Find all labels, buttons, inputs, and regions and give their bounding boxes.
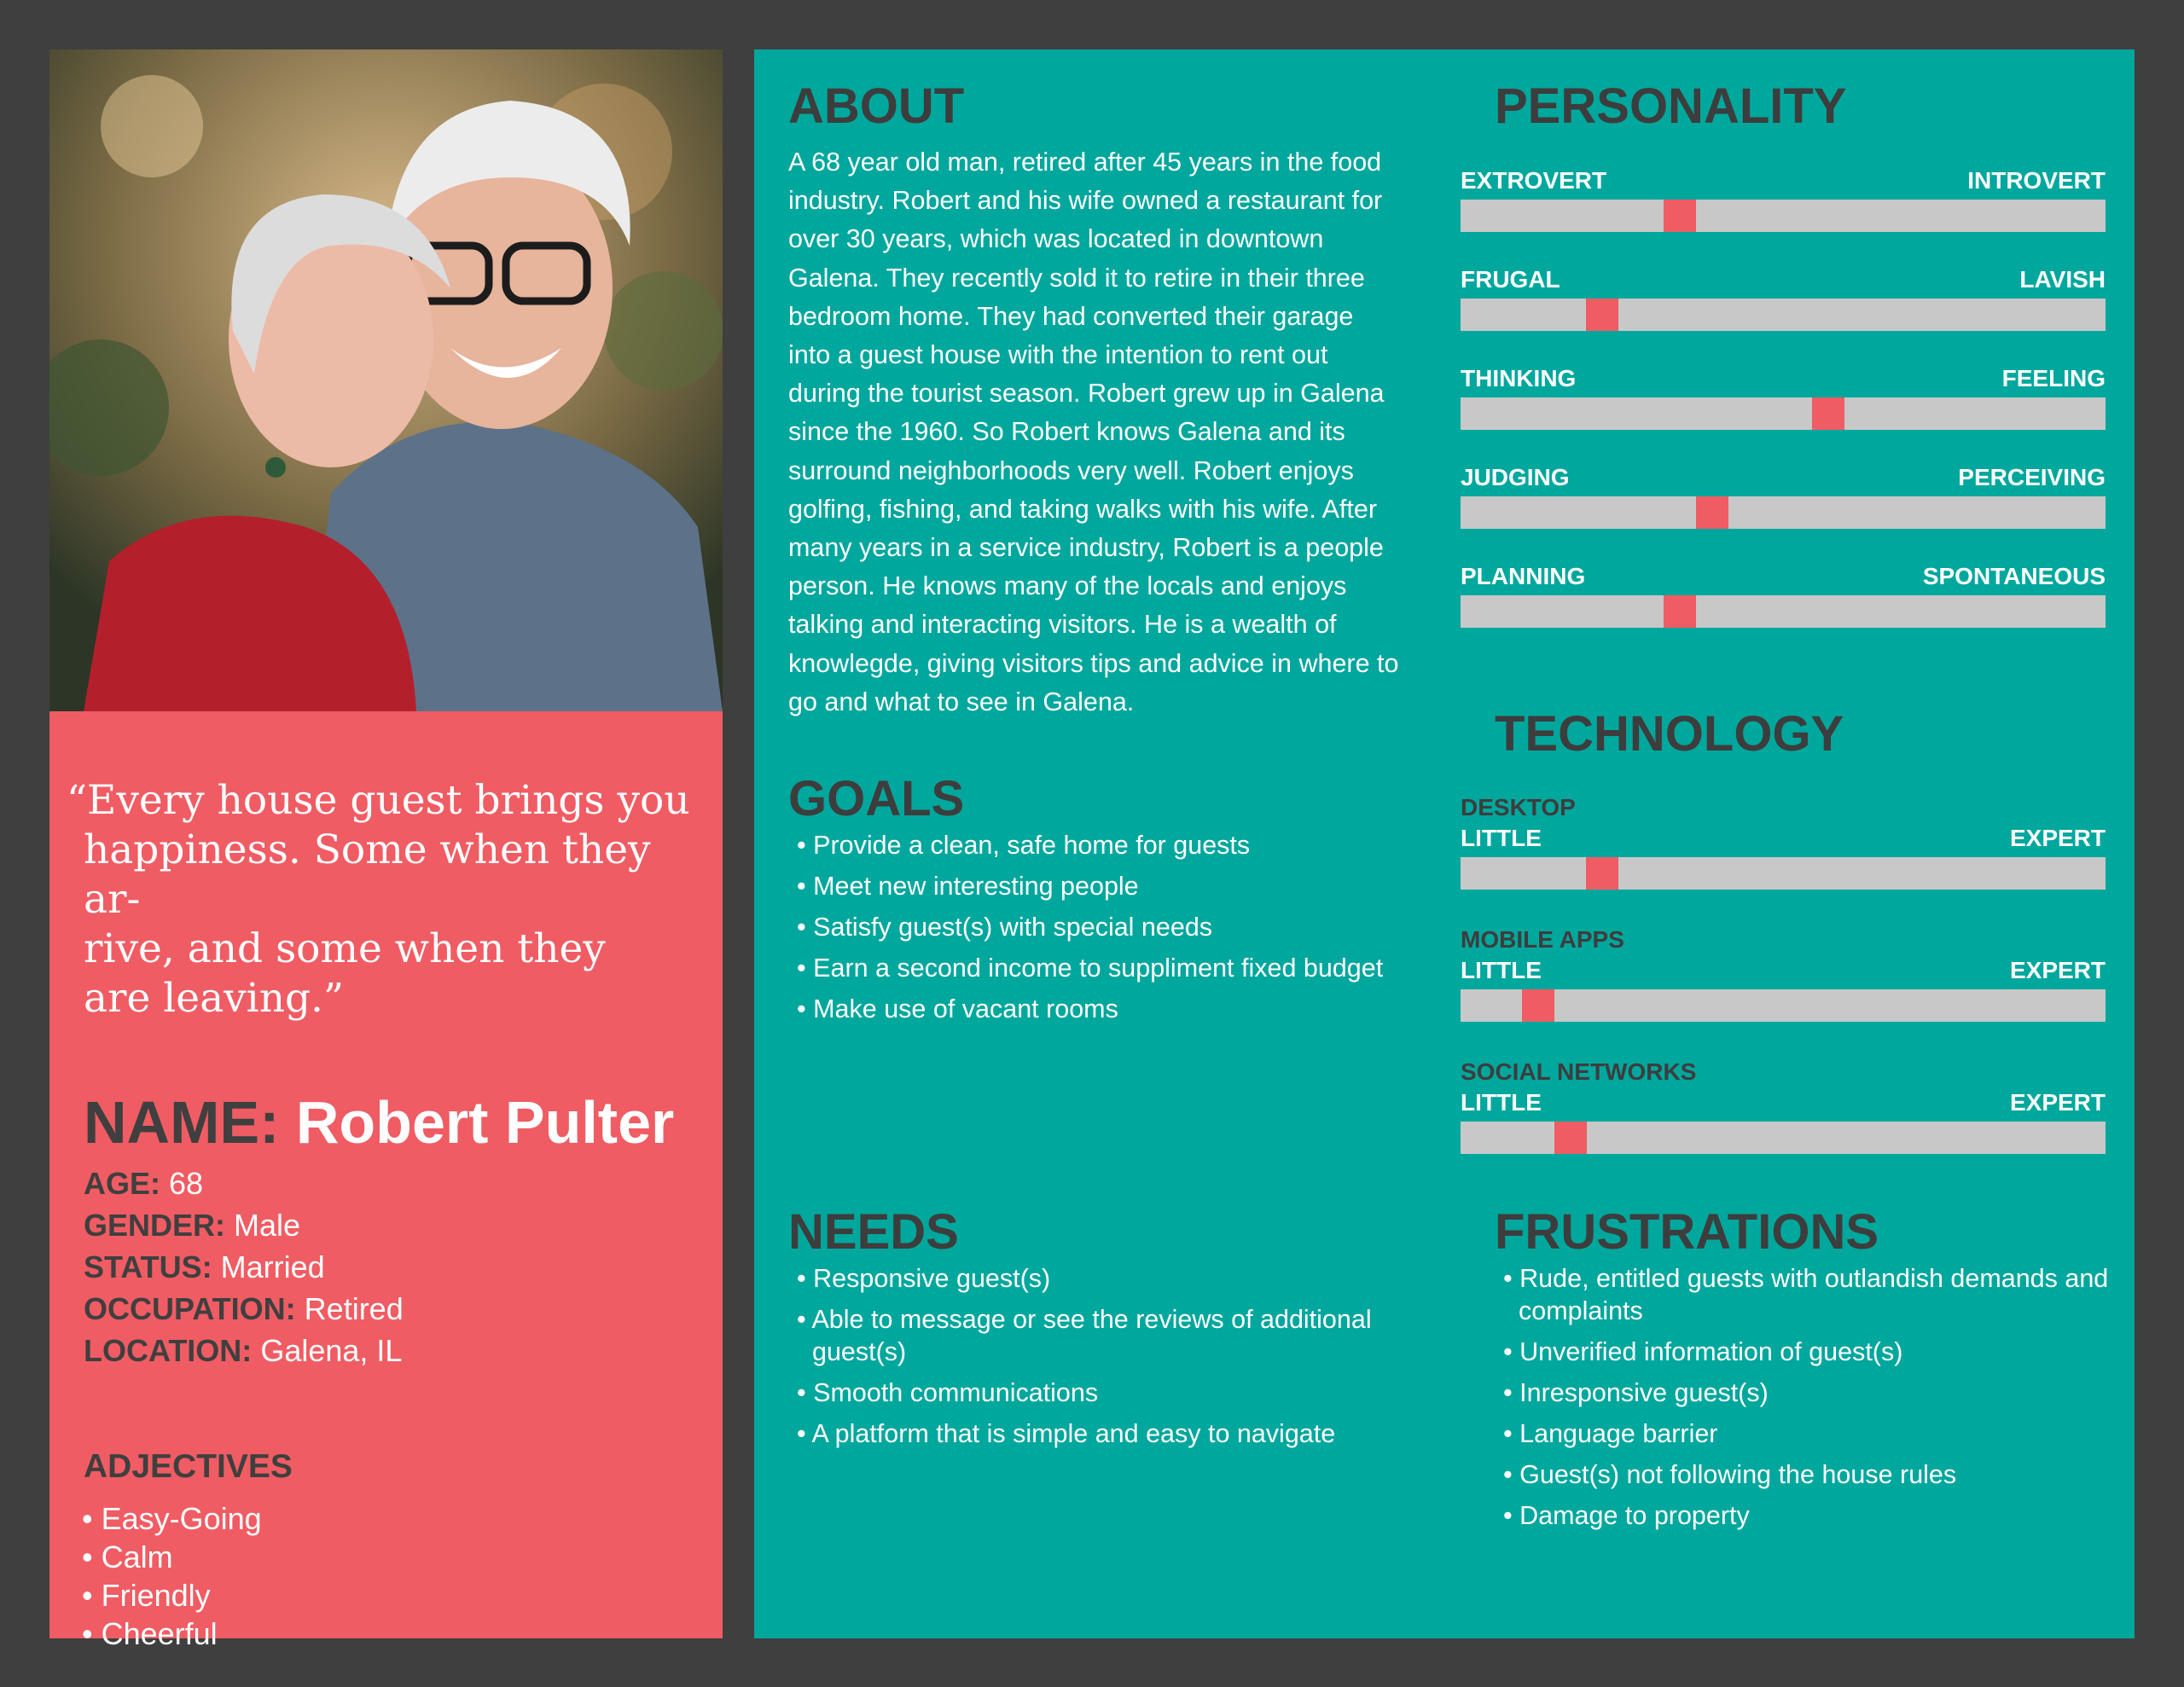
personality-scale-planning [1461, 559, 2106, 628]
quote-line: “Every house guest brings you [67, 777, 690, 824]
detail-value: Galena, IL [260, 1333, 403, 1368]
scale-right-label: EXPERT [2009, 825, 2106, 851]
scale-right-label: LAVISH [2019, 266, 2106, 293]
detail-status [84, 1246, 404, 1288]
detail-gender [84, 1204, 404, 1246]
list-item: • A platform that is simple and easy to navigate [797, 1419, 1336, 1448]
scale-track [1461, 397, 2106, 430]
persona-details [84, 1162, 404, 1371]
list-item: • Meet new interesting people [797, 872, 1139, 901]
quote-line: happiness. Some when they ar- [84, 826, 651, 923]
scale-marker [1664, 200, 1696, 232]
name-value: Robert Pulter [295, 1089, 675, 1156]
list-item: • Inresponsive guest(s) [1503, 1378, 1769, 1407]
scale-left-label: LITTLE [1461, 957, 1542, 983]
scale-track [1461, 200, 2106, 232]
quote-line: rive, and some when they [84, 925, 606, 972]
list-item: • Easy-Going [82, 1501, 262, 1536]
list-item: • Satisfy guest(s) with special needs [797, 913, 1213, 942]
scale-track [1461, 496, 2106, 529]
scale-right-label: SPONTANEOUS [1922, 563, 2106, 589]
list-item: • Damage to property [1503, 1501, 1750, 1530]
scale-track [1461, 595, 2106, 628]
scale-left-label: THINKING [1461, 365, 1577, 391]
needs-list [788, 1262, 1403, 1458]
technology-scale-mobile-apps [1461, 926, 2106, 1022]
goals-heading: GOALS [788, 771, 965, 826]
technology-scale-social-networks [1461, 1058, 2106, 1154]
detail-value: Married [220, 1249, 325, 1284]
scale-category: MOBILE APPS [1461, 926, 1624, 953]
detail-value: Retired [304, 1291, 404, 1326]
scale-category: SOCIAL NETWORKS [1461, 1058, 1697, 1085]
list-item: • Earn a second income to suppliment fixed budget [797, 954, 1384, 983]
scale-marker [1664, 595, 1696, 628]
needs-heading: NEEDS [788, 1204, 959, 1260]
persona-photo-illustration [49, 49, 723, 711]
scale-category: DESKTOP [1461, 794, 1576, 820]
technology-heading: TECHNOLOGY [1495, 706, 1844, 762]
scale-marker [1812, 397, 1844, 430]
personality-scale-judging [1461, 461, 2106, 529]
list-item: • Cheerful [82, 1616, 218, 1651]
list-item: • Able to message or see the reviews of additional guest(s) [797, 1305, 1372, 1366]
list-item: • Friendly [82, 1578, 211, 1613]
goals-list [788, 829, 1420, 1034]
adjectives-list [82, 1499, 262, 1653]
detail-occupation [84, 1288, 404, 1330]
scale-track [1461, 989, 2106, 1022]
name-label: NAME: [84, 1089, 280, 1156]
detail-value: Male [234, 1208, 301, 1243]
list-item: • Smooth communications [797, 1378, 1099, 1407]
frustrations-heading: FRUSTRATIONS [1495, 1204, 1879, 1260]
detail-label: GENDER: [84, 1208, 226, 1243]
personality-heading: PERSONALITY [1495, 78, 1847, 134]
scale-left-label: EXTROVERT [1461, 167, 1607, 194]
detail-label: OCCUPATION: [84, 1291, 296, 1326]
adjectives-heading: ADJECTIVES [84, 1448, 293, 1485]
profile-card [49, 49, 723, 1651]
scale-left-label: JUDGING [1461, 464, 1570, 490]
details-panel [754, 49, 2135, 1638]
quote-line: are leaving.” [84, 975, 345, 1022]
scale-left-label: PLANNING [1461, 563, 1586, 589]
scale-marker [1586, 857, 1618, 890]
personality-scale-thinking [1461, 362, 2106, 430]
list-item: • Calm [82, 1539, 173, 1574]
scale-track [1461, 1122, 2106, 1154]
scale-marker [1522, 989, 1554, 1022]
persona-name [84, 1088, 674, 1157]
scale-left-label: FRUGAL [1461, 266, 1560, 293]
list-item: • Provide a clean, safe home for guests [797, 831, 1251, 860]
detail-label: STATUS: [84, 1249, 212, 1284]
frustrations-list [1495, 1262, 2126, 1540]
scale-right-label: INTROVERT [1967, 167, 2106, 194]
about-heading: ABOUT [788, 78, 965, 134]
list-item: • Unverified information of guest(s) [1503, 1337, 1903, 1366]
scale-right-label: PERCEIVING [1958, 464, 2106, 490]
scale-right-label: FEELING [2001, 365, 2106, 391]
scale-track [1461, 857, 2106, 890]
list-item: • Rude, entitled guests with outlandish demands and complaints [1503, 1264, 2109, 1325]
scale-left-label: LITTLE [1461, 825, 1542, 851]
detail-label: LOCATION: [84, 1333, 253, 1368]
personality-scale-frugal [1461, 263, 2106, 331]
detail-label: AGE: [84, 1166, 160, 1201]
scale-marker [1554, 1122, 1587, 1154]
scale-track [1461, 299, 2106, 331]
about-text: A 68 year old man, retired after 45 years in the food industry. Robert and his wife owned a restaurant for over 30 years, which was located in downtown Galena. They recently sold it to retire in their three bedroom home. They had converted their garage into a guest house with the intention to rent out during the tourist season. Robert grew up in Galena since the 1960. So Robert knows Galena and its surround neighborhoods very well. Robert enjoys golfing, fishing, and taking walks with his wife. After many years in a service industry, Robert is a people person. He knows many of the locals and enjoys talking and interacting visitors. He is a wealth of knowlegde, giving visitors tips and advice in where to go and what to see in Galena. [788, 148, 1399, 716]
scale-right-label: EXPERT [2009, 1089, 2106, 1116]
list-item: • Guest(s) not following the house rules [1503, 1460, 1957, 1489]
scale-left-label: LITTLE [1461, 1089, 1542, 1116]
persona-quote [67, 776, 698, 1023]
persona-photo [49, 49, 723, 711]
list-item: • Language barrier [1503, 1419, 1718, 1448]
detail-value: 68 [169, 1166, 204, 1201]
scale-marker [1586, 299, 1618, 331]
scale-right-label: EXPERT [2009, 957, 2106, 983]
personality-scale-extrovert [1461, 164, 2106, 232]
scale-marker [1696, 496, 1728, 529]
detail-location [84, 1330, 404, 1371]
detail-age [84, 1162, 404, 1204]
list-item: • Make use of vacant rooms [797, 994, 1118, 1023]
list-item: • Responsive guest(s) [797, 1264, 1051, 1293]
technology-scale-desktop [1461, 794, 2106, 890]
